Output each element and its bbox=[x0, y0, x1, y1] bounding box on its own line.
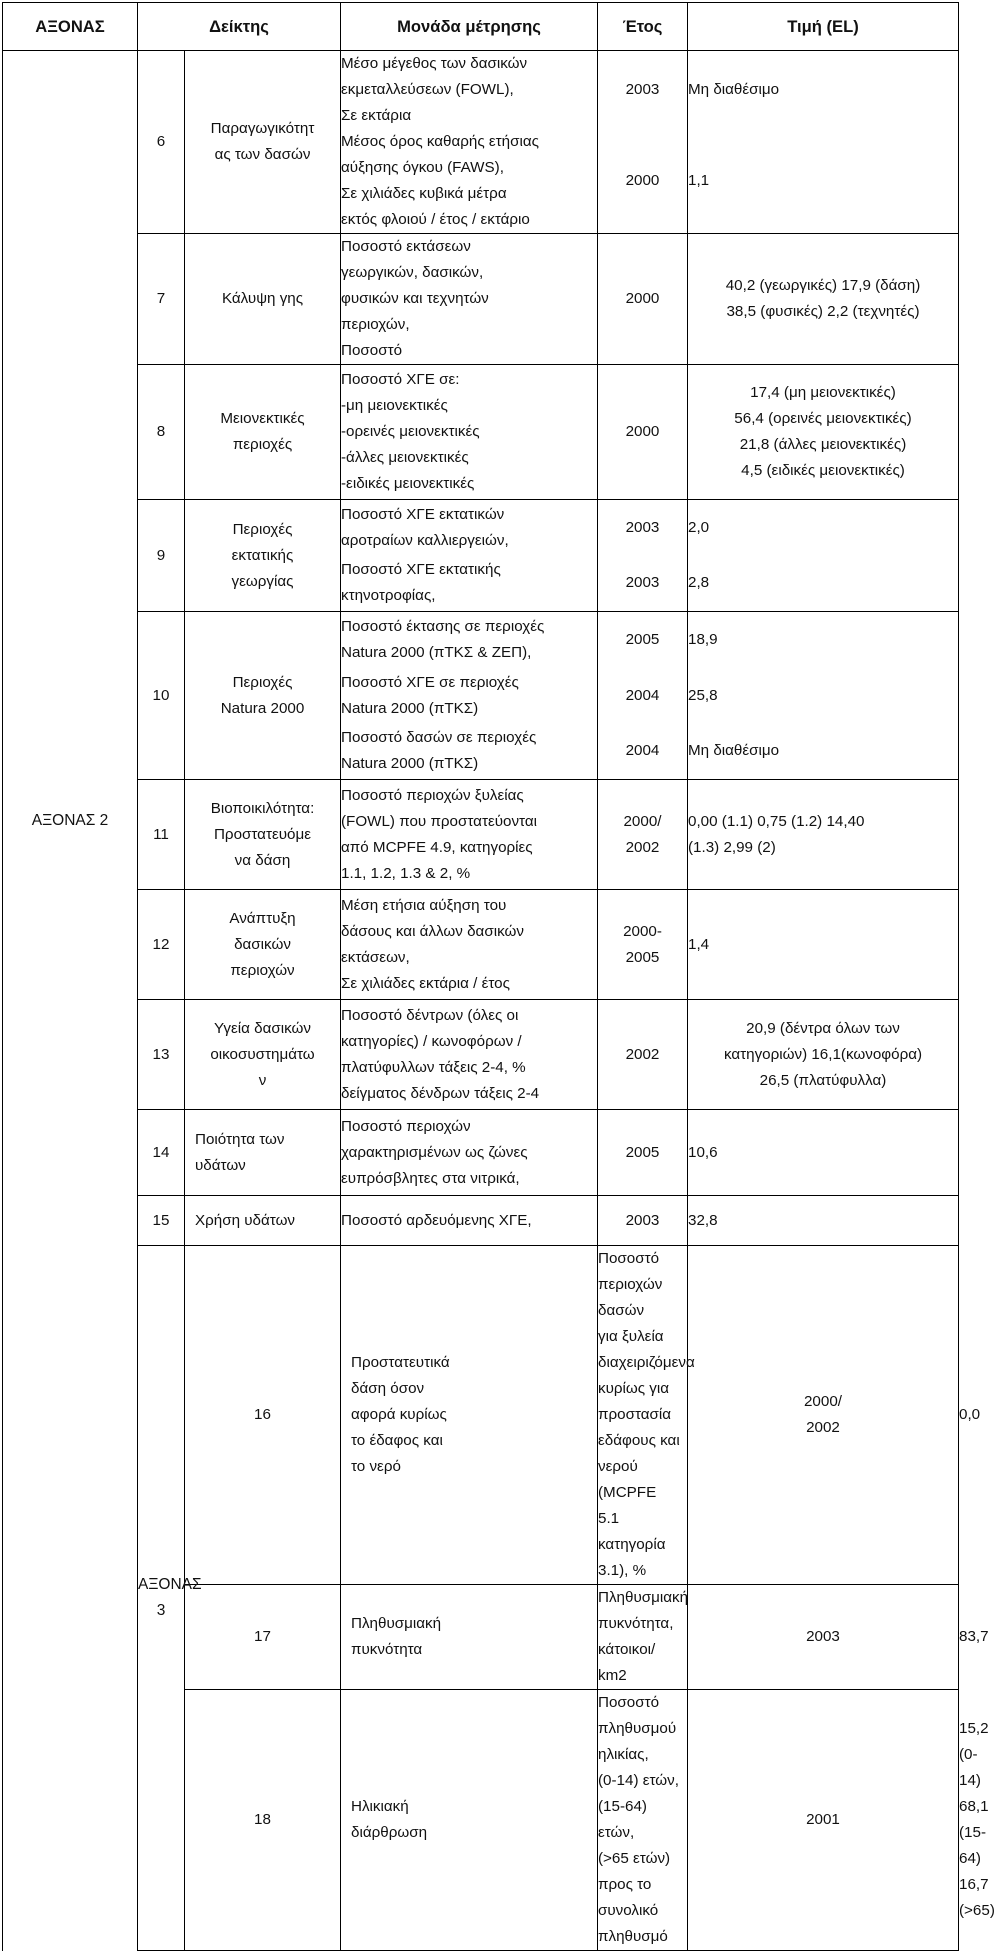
unit-cell: Ποσοστό περιοχών δασών για ξυλεία διαχειριζόμενα κυρίως για προστασία εδάφους και νερού (MCPFE 5.1 κατηγορία 3.1), % bbox=[598, 1246, 688, 1585]
unit-cell: Ποσοστό πληθυσμού ηλικίας, (0-14) ετών, (15-64) ετών, (>65 ετών) προς το συνολικό πληθυσμό bbox=[598, 1690, 688, 1951]
year-cell: 2000- 2005 bbox=[598, 890, 688, 1000]
unit-cell: Ποσοστό ΧΓΕ εκτατικής κτηνοτροφίας, bbox=[341, 556, 598, 612]
header-unit: Μονάδα μέτρησης bbox=[341, 3, 598, 51]
unit-cell: Ποσοστό ΧΓΕ σε: -μη μειονεκτικές -ορεινές μειονεκτικές -άλλες μειονεκτικές -ειδικές μειονεκτικές bbox=[341, 365, 598, 500]
row-num: 6 bbox=[138, 51, 185, 234]
unit-cell: Ποσοστό ΧΓΕ εκτατικών αροτραίων καλλιεργειών, bbox=[341, 500, 598, 556]
value-cell: 25,8 bbox=[688, 668, 959, 724]
unit-cell: Ποσοστό περιοχών ξυλείας (FOWL) που προστατεύονται από MCPFE 4.9, κατηγορίες 1.1, 1.2, 1.3 & 2, % bbox=[341, 780, 598, 890]
indicator-cell: Περιοχές εκτατικής γεωργίας bbox=[185, 500, 341, 612]
unit-cell: Μέσο μέγεθος των δασικών εκμεταλλεύσεων (FOWL), Σε εκτάρια bbox=[341, 51, 598, 130]
row-num: 12 bbox=[138, 890, 185, 1000]
year-cell: 2000 bbox=[598, 129, 688, 234]
indicator-cell: Βιοποικιλότητα: Προστατευόμε να δάση bbox=[185, 780, 341, 890]
table-row-6a bbox=[3, 51, 959, 130]
table-row-11 bbox=[3, 780, 959, 890]
row-num: 10 bbox=[138, 612, 185, 780]
axis-3-label: ΑΞΟΝΑΣ 3 bbox=[138, 1576, 202, 1619]
unit-cell: Ποσοστό περιοχών χαρακτηρισμένων ως ζώνες ευπρόσβλητες στα νιτρικά, bbox=[341, 1110, 598, 1196]
value-cell: 10,6 bbox=[688, 1110, 959, 1196]
header-year: Έτος bbox=[598, 3, 688, 51]
row-num: 8 bbox=[138, 365, 185, 500]
indicator-cell: Πληθυσμιακή πυκνότητα bbox=[341, 1585, 598, 1690]
value-cell: 18,9 bbox=[688, 612, 959, 668]
value-cell: 0,00 (1.1) 0,75 (1.2) 14,40 (1.3) 2,99 (2) bbox=[688, 780, 959, 890]
header-indicator: Δείκτης bbox=[138, 3, 341, 51]
value-cell: 32,8 bbox=[688, 1196, 959, 1246]
table-row-9a bbox=[3, 500, 959, 556]
header-value: Τιμή (EL) bbox=[688, 3, 959, 51]
indicator-cell: Υγεία δασικών οικοσυστημάτω ν bbox=[185, 1000, 341, 1110]
indicator-cell: Ηλικιακή διάρθρωση bbox=[341, 1690, 598, 1951]
unit-cell: Ποσοστό έκτασης σε περιοχές Natura 2000 (πΤΚΣ & ΖΕΠ), bbox=[341, 612, 598, 668]
indicator-cell: Κάλυψη γης bbox=[185, 234, 341, 365]
axis-2-label: ΑΞΟΝΑΣ 2 bbox=[31, 812, 109, 829]
year-cell: 2003 bbox=[688, 1585, 959, 1690]
value-cell: 1,4 bbox=[688, 890, 959, 1000]
table-row-8 bbox=[3, 365, 959, 500]
row-num: 15 bbox=[138, 1196, 185, 1246]
indicator-cell: Προστατευτικά δάση όσον αφορά κυρίως το έδαφος και το νερό bbox=[341, 1246, 598, 1585]
indicator-table bbox=[2, 2, 995, 1951]
table-row-10a bbox=[3, 612, 959, 668]
unit-cell: Μέσος όρος καθαρής ετήσιας αύξησης όγκου (FAWS), Σε χιλιάδες κυβικά μέτρα εκτός φλοιού / έτος / εκτάριο bbox=[341, 129, 598, 234]
table-row-17: 17 Πληθυσμιακή πυκνότητα Πληθυσμιακή πυκνότητα, κάτοικοι/ km2 2003 83,7 bbox=[3, 1585, 959, 1690]
year-cell: 2004 bbox=[598, 668, 688, 724]
unit-cell: Ποσοστό ΧΓΕ σε περιοχές Natura 2000 (πΤΚΣ) bbox=[341, 668, 598, 724]
value-cell: 2,0 bbox=[688, 500, 959, 556]
value-cell: Μη διαθέσιμο bbox=[688, 724, 959, 780]
value-cell: 1,1 bbox=[688, 129, 959, 234]
unit-cell: Ποσοστό αρδευόμενης ΧΓΕ, bbox=[341, 1196, 598, 1246]
value-cell: 2,8 bbox=[688, 556, 959, 612]
indicator-cell: Χρήση υδάτων bbox=[185, 1196, 341, 1246]
unit-cell: Ποσοστό δασών σε περιοχές Natura 2000 (πΤΚΣ) bbox=[341, 724, 598, 780]
year-cell: 2003 bbox=[598, 556, 688, 612]
row-num: 18 bbox=[185, 1690, 341, 1951]
indicator-cell: Ανάπτυξη δασικών περιοχών bbox=[185, 890, 341, 1000]
year-cell: 2000/ 2002 bbox=[688, 1246, 959, 1585]
value-cell: 20,9 (δέντρα όλων των κατηγοριών) 16,1(κωνοφόρα) 26,5 (πλατύφυλλα) bbox=[688, 1000, 959, 1110]
value-cell: Μη διαθέσιμο bbox=[688, 51, 959, 130]
year-cell: 2000/ 2002 bbox=[598, 780, 688, 890]
unit-cell: Μέση ετήσια αύξηση του δάσους και άλλων δασικών εκτάσεων, Σε χιλιάδες εκτάρια / έτος bbox=[341, 890, 598, 1000]
year-cell: 2004 bbox=[598, 724, 688, 780]
table-row-18: 18 Ηλικιακή διάρθρωση Ποσοστό πληθυσμού ηλικίας, (0-14) ετών, (15-64) ετών, (>65 ετών) προς το συνολικό πληθυσμό 2001 15,2 (0-14) 68,1 (15-64) 16,7 (>65) bbox=[3, 1690, 959, 1951]
year-cell: 2001 bbox=[688, 1690, 959, 1951]
unit-cell: Ποσοστό δέντρων (όλες οι κατηγορίες) / κωνοφόρων / πλατύφυλλων τάξεις 2-4, % δείγματος δένδρων τάξεις 2-4 bbox=[341, 1000, 598, 1110]
row-num: 13 bbox=[138, 1000, 185, 1110]
year-cell: 2000 bbox=[598, 365, 688, 500]
year-cell: 2003 bbox=[598, 1196, 688, 1246]
axis-2-cell bbox=[3, 51, 138, 1951]
row-num: 9 bbox=[138, 500, 185, 612]
row-num: 16 bbox=[185, 1246, 341, 1585]
year-cell: 2002 bbox=[598, 1000, 688, 1110]
indicator-cell: Μειονεκτικές περιοχές bbox=[185, 365, 341, 500]
unit-cell: Πληθυσμιακή πυκνότητα, κάτοικοι/ km2 bbox=[598, 1585, 688, 1690]
indicator-cell: Περιοχές Natura 2000 bbox=[185, 612, 341, 780]
table-row-16: ΑΞΟΝΑΣ 3 16 Προστατευτικά δάση όσον αφορά κυρίως το έδαφος και το νερό Ποσοστό περιοχών δασών για ξυλεία διαχειριζόμενα κυρίως για προστασία εδάφους και νερού (MCPFE 5.1 κατηγορία 3.1), % 2000/ 2002 0,0 bbox=[3, 1246, 959, 1585]
row-num: 17 bbox=[185, 1585, 341, 1690]
table-row-12 bbox=[3, 890, 959, 1000]
year-cell: 2000 bbox=[598, 234, 688, 365]
year-cell: 2003 bbox=[598, 500, 688, 556]
value-cell: 40,2 (γεωργικές) 17,9 (δάση) 38,5 (φυσικές) 2,2 (τεχνητές) bbox=[688, 234, 959, 365]
axis-3-cell bbox=[138, 1246, 202, 1951]
header-axis: ΑΞΟΝΑΣ bbox=[3, 3, 138, 51]
year-cell: 2005 bbox=[598, 1110, 688, 1196]
year-cell: 2005 bbox=[598, 612, 688, 668]
year-cell: 2003 bbox=[598, 51, 688, 130]
header-row bbox=[3, 3, 959, 51]
unit-cell: Ποσοστό εκτάσεων γεωργικών, δασικών, φυσικών και τεχνητών περιοχών, Ποσοστό bbox=[341, 234, 598, 365]
row-num: 14 bbox=[138, 1110, 185, 1196]
indicator-cell: Παραγωγικότητ ας των δασών bbox=[185, 51, 341, 234]
row-num: 7 bbox=[138, 234, 185, 365]
row-num: 11 bbox=[138, 780, 185, 890]
table-row-13 bbox=[3, 1000, 959, 1110]
value-cell: 17,4 (μη μειονεκτικές) 56,4 (ορεινές μειονεκτικές) 21,8 (άλλες μειονεκτικές) 4,5 (ειδικές μειονεκτικές) bbox=[688, 365, 959, 500]
table-row-14 bbox=[3, 1110, 959, 1196]
table-row-15 bbox=[3, 1196, 959, 1246]
indicator-cell: Ποιότητα των υδάτων bbox=[185, 1110, 341, 1196]
table-row-7 bbox=[3, 234, 959, 365]
